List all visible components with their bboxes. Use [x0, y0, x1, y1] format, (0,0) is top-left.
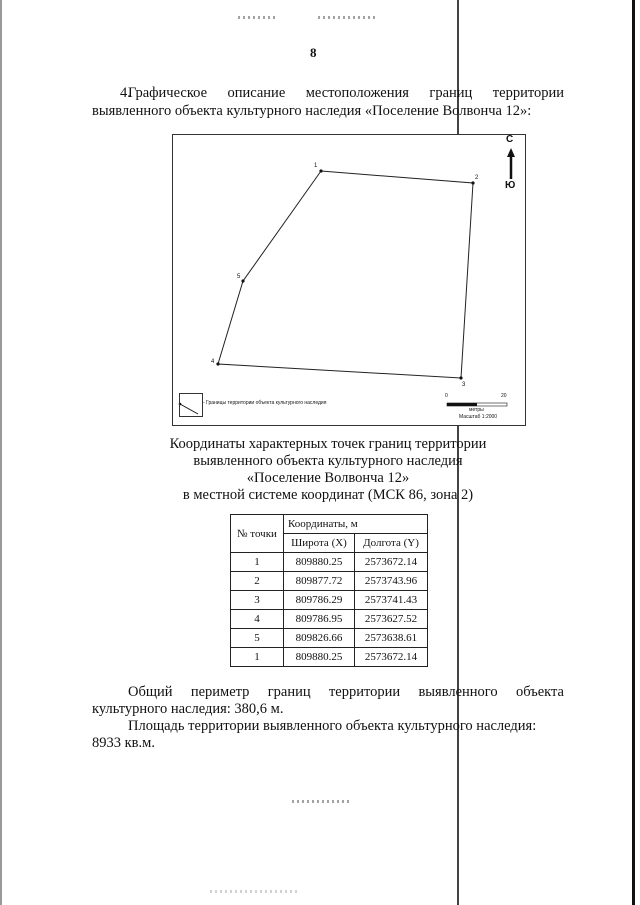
- scan-smudge: [238, 16, 278, 19]
- point-label-2: 2: [475, 175, 479, 181]
- cell-x: 809880.25: [284, 553, 355, 572]
- cell-y: 2573743.96: [355, 572, 428, 591]
- header-point-number: № точки: [231, 515, 284, 553]
- map-legend: [177, 391, 357, 419]
- scan-edge-right: [632, 0, 635, 905]
- scale-bar-segment: [447, 403, 477, 406]
- area-value-line: 8933 кв.м.: [92, 735, 155, 751]
- header-longitude: Долгота (Y): [355, 534, 428, 553]
- cell-point: 2: [231, 572, 284, 591]
- cell-point: 1: [231, 553, 284, 572]
- coordinates-title: [150, 436, 506, 504]
- area-first-line: [92, 718, 564, 735]
- coordinates-title-line: «Поселение Волвонча 12»: [246, 470, 410, 486]
- coordinates-title-line: выявленного объекта культурного наследия: [193, 453, 463, 469]
- perimeter-word: территории: [328, 684, 401, 700]
- perimeter-word: Общий: [128, 684, 173, 700]
- cell-y: 2573672.14: [355, 553, 428, 572]
- cell-x: 809826.66: [284, 629, 355, 648]
- perimeter-word: выявленного: [418, 684, 498, 700]
- section-number: 4.: [120, 85, 131, 101]
- scale-start-label: 0: [445, 393, 448, 399]
- cell-x: 809786.29: [284, 591, 355, 610]
- boundary-point-5: [241, 279, 244, 282]
- cell-y: 2573638.61: [355, 629, 428, 648]
- territory-boundary-polygon: [218, 171, 473, 378]
- scan-smudge: [210, 890, 300, 893]
- compass-south-label: Ю: [505, 180, 516, 191]
- header-coordinates: Координаты, м: [284, 515, 428, 534]
- cell-x: 809786.95: [284, 610, 355, 629]
- cell-y: 2573672.14: [355, 648, 428, 667]
- table-row: [231, 629, 428, 648]
- perimeter-word: объекта: [515, 684, 564, 700]
- section-heading-text: Графическое описание местоположения границ территории выявленного объекта культурного наследия «Поселение Волвонча 12»:: [92, 85, 564, 119]
- scan-edge-left: [0, 0, 2, 905]
- scale-ratio-label: Масштаб 1:2000: [459, 414, 498, 420]
- point-label-4: 4: [211, 359, 215, 365]
- cell-y: 2573741.43: [355, 591, 428, 610]
- table-header-row: [231, 515, 428, 534]
- perimeter-first-line: [92, 684, 564, 701]
- perimeter-value-line: культурного наследия: 380,6 м.: [92, 701, 284, 717]
- table-row: [231, 648, 428, 667]
- coordinates-table: [230, 514, 428, 667]
- point-label-1: 1: [314, 163, 318, 169]
- cell-x: 809877.72: [284, 572, 355, 591]
- cell-point: 5: [231, 629, 284, 648]
- cell-point: 3: [231, 591, 284, 610]
- table-row: [231, 572, 428, 591]
- area-paragraph: [92, 718, 564, 752]
- boundary-map-drawing: [173, 135, 525, 425]
- perimeter-paragraph: [92, 684, 564, 718]
- legend-text: - Границы территории объекта культурного наследия: [203, 400, 327, 406]
- cell-x: 809880.25: [284, 648, 355, 667]
- boundary-point-4: [216, 362, 219, 365]
- table-row: [231, 610, 428, 629]
- header-latitude: Широта (X): [284, 534, 355, 553]
- point-label-5: 5: [237, 274, 241, 280]
- boundary-map: [172, 134, 526, 426]
- coordinates-title-line: Координаты характерных точек границ территории: [169, 436, 487, 452]
- scale-unit-label: метры: [469, 407, 484, 413]
- section-heading: [92, 84, 564, 120]
- boundary-point-1: [319, 169, 322, 172]
- cell-point: 1: [231, 648, 284, 667]
- table-row: [231, 553, 428, 572]
- boundary-point-3: [459, 376, 462, 379]
- page-number: 8: [310, 45, 317, 60]
- legend-swatch: [179, 393, 203, 417]
- scan-smudge: [318, 16, 378, 19]
- coordinates-title-line: в местной системе координат (МСК 86, зона 2): [182, 487, 474, 503]
- scale-end-label: 20: [501, 393, 507, 399]
- cell-point: 4: [231, 610, 284, 629]
- compass-arrow-icon: [507, 148, 515, 157]
- compass-north-label: С: [506, 134, 514, 145]
- cell-y: 2573627.52: [355, 610, 428, 629]
- perimeter-word: границ: [267, 684, 311, 700]
- perimeter-word: периметр: [190, 684, 250, 700]
- point-label-3: 3: [462, 382, 466, 388]
- area-first-line-text: Площадь территории выявленного объекта культурного наследия:: [128, 718, 537, 734]
- boundary-point-2: [471, 181, 474, 184]
- table-row: [231, 591, 428, 610]
- scan-smudge: [292, 800, 352, 803]
